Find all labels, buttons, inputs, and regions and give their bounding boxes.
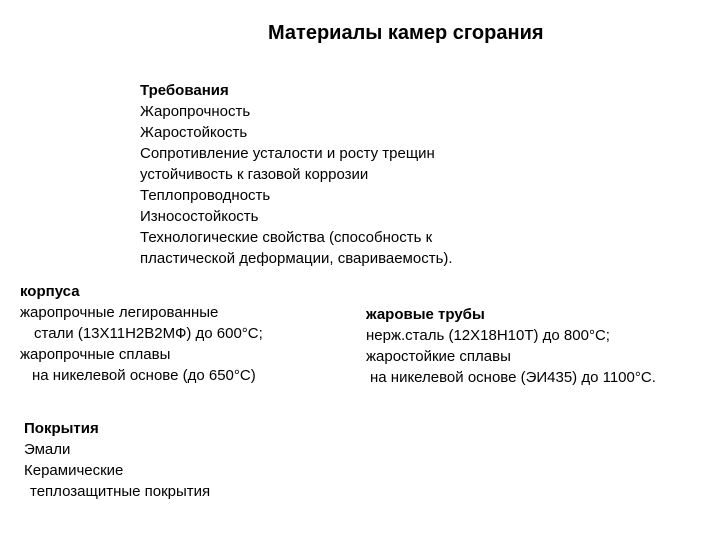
coatings-list: [24, 418, 210, 502]
requirement-item: пластической деформации, свариваемость).: [140, 250, 453, 267]
housing-line: на никелевой основе (до 650°С): [32, 367, 256, 384]
housing-line: жаропрочные сплавы: [20, 346, 171, 363]
flame-tube-line: на никелевой основе (ЭИ435) до 1100°С.: [370, 369, 656, 386]
flame-tube-materials: [366, 304, 656, 388]
requirement-item: Теплопроводность: [140, 187, 271, 204]
flame-tubes-heading: жаровые трубы: [366, 306, 485, 323]
housing-materials: [20, 281, 263, 386]
requirement-item: Жаропрочность: [140, 103, 251, 120]
requirement-item: устойчивость к газовой коррозии: [140, 166, 369, 183]
page-title: Материалы камер сгорания: [268, 22, 544, 44]
requirement-item: Износостойкость: [140, 208, 259, 225]
housing-line: жаропрочные легированные: [20, 304, 219, 321]
coating-item: Эмали: [24, 441, 71, 458]
requirements-heading: Требования: [140, 82, 229, 99]
requirements-list: [140, 80, 453, 269]
flame-tube-line: нерж.сталь (12Х18Н10Т) до 800°С;: [366, 327, 610, 344]
requirement-item: Технологические свойства (способность к: [140, 229, 433, 246]
housing-line: стали (13Х11Н2В2МФ) до 600°С;: [34, 325, 263, 342]
requirement-item: Жаростойкость: [140, 124, 248, 141]
housing-heading: корпуса: [20, 283, 80, 300]
coating-item: Керамические: [24, 462, 124, 479]
coating-item: теплозащитные покрытия: [30, 483, 211, 500]
requirement-item: Сопротивление усталости и росту трещин: [140, 145, 435, 162]
coatings-heading: Покрытия: [24, 420, 99, 437]
flame-tube-line: жаростойкие сплавы: [366, 348, 511, 365]
